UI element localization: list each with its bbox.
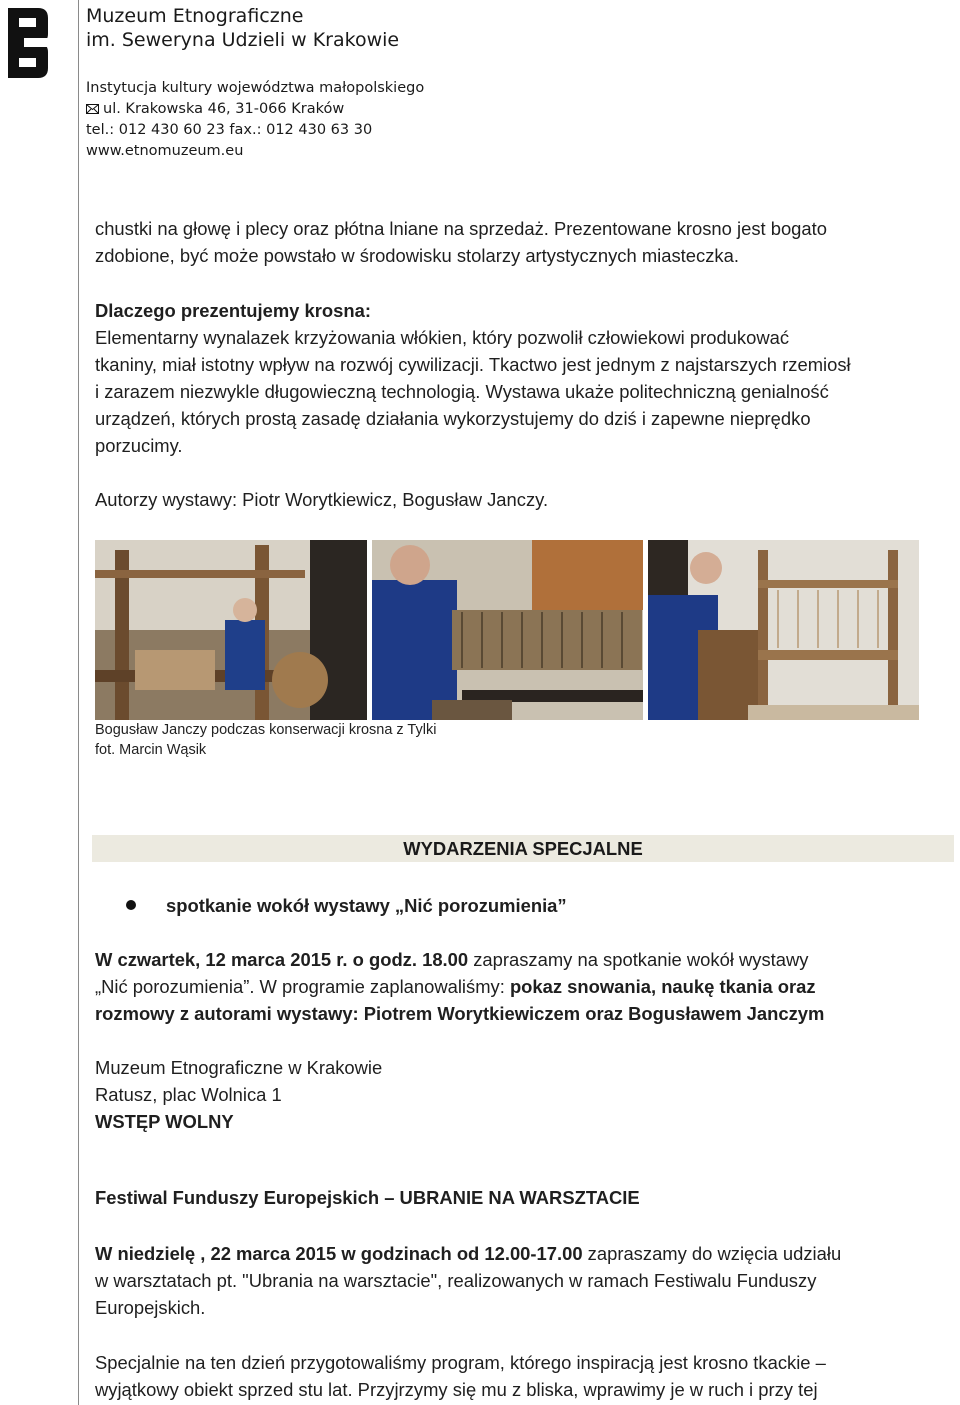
address-text: ul. Krakowska 46, 31-066 Kraków bbox=[103, 100, 345, 117]
event2-date: W niedzielę , 22 marca 2015 w godzinach od 12.00-17.00 bbox=[95, 1243, 583, 1264]
photo-loom-1 bbox=[95, 540, 367, 720]
event1-text: „Nić porozumienia”. W programie zaplanowaliśmy: bbox=[95, 976, 510, 997]
venue-name: Muzeum Etnograficzne w Krakowie bbox=[95, 1057, 383, 1078]
intro-paragraph bbox=[95, 215, 955, 269]
website-link[interactable]: www.etnomuzeum.eu bbox=[86, 142, 244, 159]
why-line: Elementarny wynalazek krzyżowania włókien, który pozwolił człowiekowi produkować bbox=[95, 327, 790, 348]
why-paragraph bbox=[95, 297, 955, 459]
museum-logo bbox=[2, 4, 52, 82]
intro-line: chustki na głowę i plecy oraz płótna lniane na sprzedaż. Prezentowane krosno jest bogato bbox=[95, 218, 827, 239]
why-heading: Dlaczego prezentujemy krosna: bbox=[95, 300, 371, 321]
event1-line bbox=[95, 973, 952, 1000]
event1-text: zapraszamy na spotkanie wokół wystawy bbox=[468, 949, 809, 970]
bullet-icon bbox=[126, 900, 136, 910]
venue-address: Ratusz, plac Wolnica 1 bbox=[95, 1084, 282, 1105]
event2-line bbox=[95, 1240, 952, 1267]
why-line: tkaniny, miał istotny wpływ na rozwój cywilizacji. Tkactwo jest jednym z najstarszych rzemiosł bbox=[95, 354, 851, 375]
event2-text: zapraszamy do wzięcia udziału bbox=[582, 1243, 842, 1264]
event2-line: w warsztatach pt. "Ubrania na warsztacie", realizowanych w ramach Festiwalu Funduszy bbox=[95, 1270, 817, 1291]
authors-line: Autorzy wystawy: Piotr Worytkiewicz, Bogusław Janczy. bbox=[95, 489, 549, 510]
venue-block bbox=[95, 1054, 955, 1135]
closing-paragraph bbox=[95, 1349, 952, 1403]
why-line: i zarazem niezwykle długowieczną technologią. Wystawa ukaże politechniczną genialność bbox=[95, 381, 829, 402]
photo-credit: fot. Marcin Wąsik bbox=[95, 742, 207, 758]
closing-line: Specjalnie na ten dzień przygotowaliśmy program, którego inspiracją jest krosno tkackie – bbox=[95, 1352, 826, 1373]
event1-program: rozmowy z autorami wystawy: Piotrem Worytkiewiczem oraz Bogusławem Janczym bbox=[95, 1003, 825, 1024]
event1-date: W czwartek, 12 marca 2015 r. o godz. 18.00 bbox=[95, 949, 469, 970]
festival-title: Festiwal Funduszy Europejskich – UBRANIE NA WARSZTACIE bbox=[95, 1187, 640, 1208]
event1-program: pokaz snowania, naukę tkania oraz bbox=[509, 976, 816, 997]
museum-name-line2: im. Seweryna Udzieli w Krakowie bbox=[86, 29, 400, 51]
caption-line: Bogusław Janczy podczas konserwacji krosna z Tylki bbox=[95, 722, 437, 738]
margin-rule bbox=[78, 0, 79, 1405]
museum-contact bbox=[86, 78, 424, 161]
section-title: WYDARZENIA SPECJALNE bbox=[403, 838, 643, 859]
intro-line: zdobione, być może powstało w środowisku stolarzy artystycznych miasteczka. bbox=[95, 245, 739, 266]
bullet-item: spotkanie wokół wystawy „Nić porozumienia” bbox=[166, 895, 567, 916]
phone-fax-line: tel.: 012 430 60 23 fax.: 012 430 63 30 bbox=[86, 122, 373, 138]
why-line: porzucimy. bbox=[95, 435, 183, 456]
event1-line bbox=[95, 946, 952, 973]
museum-name-line1: Muzeum Etnograficzne bbox=[86, 5, 304, 27]
photo-loom-3 bbox=[648, 540, 919, 720]
address-line bbox=[86, 99, 424, 121]
envelope-icon bbox=[86, 100, 99, 121]
photo-loom-2 bbox=[372, 540, 643, 720]
free-entry: WSTĘP WOLNY bbox=[95, 1111, 234, 1132]
event2-line: Europejskich. bbox=[95, 1297, 206, 1318]
why-line: urządzeń, których prostą zasadę działania wykorzystujemy do dziś i zapewne nieprędko bbox=[95, 408, 811, 429]
event1-paragraph bbox=[95, 946, 952, 1027]
institution-line: Instytucja kultury województwa małopolskiego bbox=[86, 80, 425, 96]
event2-paragraph bbox=[95, 1240, 952, 1321]
photo-caption bbox=[95, 720, 436, 760]
closing-line: wyjątkowy obiekt sprzed stu lat. Przyjrzymy się mu z bliska, wprawimy je w ruch i przy tej bbox=[95, 1379, 818, 1400]
museum-name bbox=[86, 4, 399, 52]
